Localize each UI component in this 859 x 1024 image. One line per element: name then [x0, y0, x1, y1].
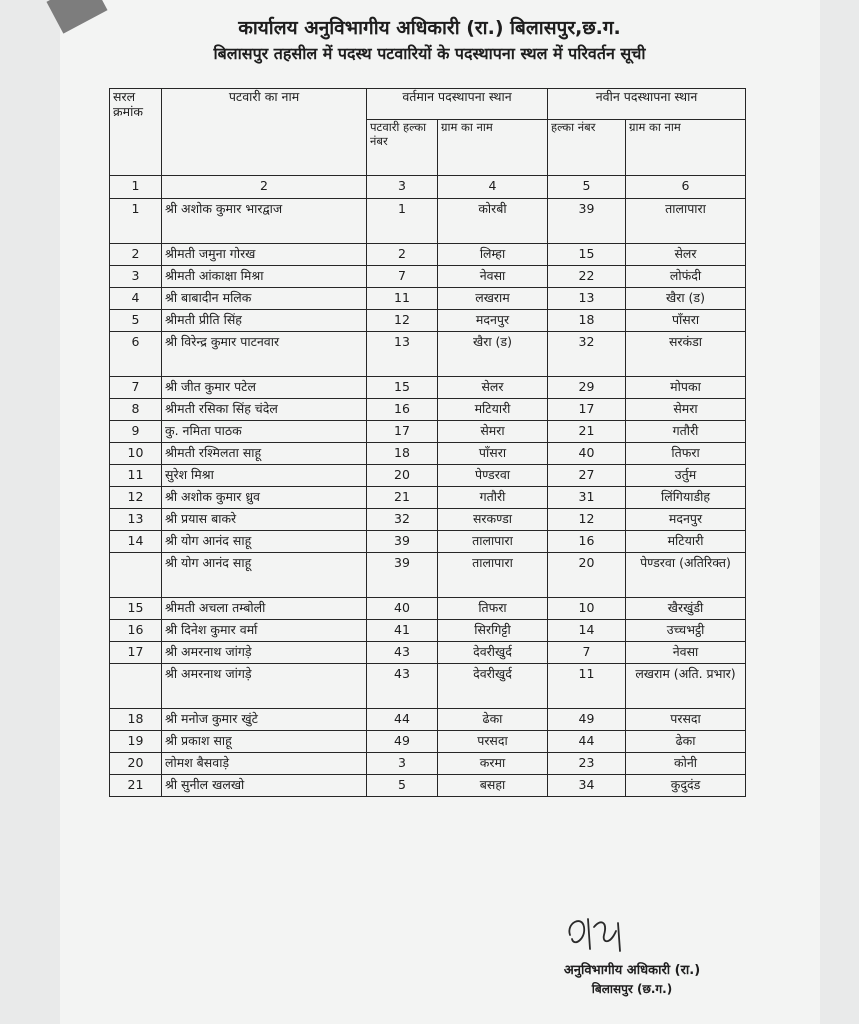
new-village-cell: मटियारी: [626, 531, 746, 553]
table-row: [110, 465, 746, 487]
current-halka-cell: 17: [367, 421, 438, 443]
current-halka-cell: 21: [367, 487, 438, 509]
current-village-cell: गतौरी: [438, 487, 548, 509]
new-halka-cell: 17: [548, 399, 626, 421]
current-village-cell: नेवसा: [438, 266, 548, 288]
current-halka-cell: 43: [367, 642, 438, 664]
document-subject: बिलासपुर तहसील में पदस्थ पटवारियों के पदस्थापना स्थल में परिवर्तन सूची: [213, 44, 646, 63]
table-row: [110, 598, 746, 620]
patwari-name-cell: श्री विरेन्द्र कुमार पाटनवार: [162, 332, 367, 377]
new-halka-cell: 44: [548, 731, 626, 753]
new-halka-cell: 39: [548, 199, 626, 244]
new-halka-cell: 11: [548, 664, 626, 709]
patwari-name-cell: श्री योग आनंद साहू: [162, 553, 367, 598]
serial-cell: 3: [110, 266, 162, 288]
current-village-cell: खैरा (ड): [438, 332, 548, 377]
serial-cell: 12: [110, 487, 162, 509]
new-village-cell: मोपका: [626, 377, 746, 399]
new-village-cell: परसदा: [626, 709, 746, 731]
serial-cell: 4: [110, 288, 162, 310]
new-village-cell: खैरखुंडी: [626, 598, 746, 620]
current-halka-cell: 49: [367, 731, 438, 753]
table-row: [110, 443, 746, 465]
current-halka-cell: 11: [367, 288, 438, 310]
serial-cell: 17: [110, 642, 162, 664]
table-row: [110, 753, 746, 775]
serial-cell: 16: [110, 620, 162, 642]
new-village-cell: पेण्डरवा (अतिरिक्त): [626, 553, 746, 598]
current-halka-cell: 2: [367, 244, 438, 266]
handwritten-signature: [560, 905, 630, 960]
patwari-name-cell: श्री सुनील खलखो: [162, 775, 367, 797]
new-halka-cell: 49: [548, 709, 626, 731]
current-halka-cell: 40: [367, 598, 438, 620]
current-village-cell: ढेका: [438, 709, 548, 731]
column-number: 4: [438, 176, 548, 199]
serial-cell: [110, 664, 162, 709]
serial-cell: 14: [110, 531, 162, 553]
current-village-cell: तालापारा: [438, 531, 548, 553]
new-halka-cell: 40: [548, 443, 626, 465]
new-halka-cell: 14: [548, 620, 626, 642]
current-halka-cell: 39: [367, 553, 438, 598]
serial-cell: 19: [110, 731, 162, 753]
signatory-place: बिलासपुर (छ.ग.): [591, 982, 673, 996]
new-village-cell: सेमरा: [626, 399, 746, 421]
current-village-cell: मटियारी: [438, 399, 548, 421]
patwari-name-cell: श्री दिनेश कुमार वर्मा: [162, 620, 367, 642]
current-village-cell: बसहा: [438, 775, 548, 797]
current-village-cell: तालापारा: [438, 553, 548, 598]
transfer-list-table: [109, 88, 746, 797]
serial-cell: 11: [110, 465, 162, 487]
current-halka-cell: 39: [367, 531, 438, 553]
current-village-cell: सेलर: [438, 377, 548, 399]
new-halka-cell: 31: [548, 487, 626, 509]
serial-cell: 1: [110, 199, 162, 244]
new-halka-cell: 21: [548, 421, 626, 443]
current-village-cell: देवरीखुर्द: [438, 664, 548, 709]
new-village-cell: खैरा (ड): [626, 288, 746, 310]
header-current-village: ग्राम का नाम: [438, 120, 548, 176]
patwari-name-cell: श्री जीत कुमार पटेल: [162, 377, 367, 399]
patwari-name-cell: श्री बाबादीन मलिक: [162, 288, 367, 310]
header-name: पटवारी का नाम: [162, 89, 367, 176]
current-halka-cell: 7: [367, 266, 438, 288]
current-halka-cell: 18: [367, 443, 438, 465]
serial-cell: 2: [110, 244, 162, 266]
new-halka-cell: 10: [548, 598, 626, 620]
patwari-name-cell: श्रीमती आंकाक्षा मिश्रा: [162, 266, 367, 288]
header-current-halka: पटवारी हल्का नंबर: [367, 120, 438, 176]
new-halka-cell: 13: [548, 288, 626, 310]
new-village-cell: सरकंडा: [626, 332, 746, 377]
new-village-cell: गतौरी: [626, 421, 746, 443]
table-row: [110, 487, 746, 509]
new-halka-cell: 22: [548, 266, 626, 288]
current-halka-cell: 44: [367, 709, 438, 731]
new-village-cell: सेलर: [626, 244, 746, 266]
patwari-name-cell: श्री मनोज कुमार खुंटे: [162, 709, 367, 731]
signatory-designation: अनुविभागीय अधिकारी (रा.): [563, 963, 701, 978]
current-halka-cell: 13: [367, 332, 438, 377]
new-village-cell: लखराम (अति. प्रभार): [626, 664, 746, 709]
new-village-cell: तिफरा: [626, 443, 746, 465]
table-row: [110, 332, 746, 377]
serial-cell: 8: [110, 399, 162, 421]
serial-cell: 5: [110, 310, 162, 332]
patwari-name-cell: श्रीमती जमुना गोरख: [162, 244, 367, 266]
current-village-cell: सेमरा: [438, 421, 548, 443]
new-village-cell: उच्चभट्ठी: [626, 620, 746, 642]
current-village-cell: लखराम: [438, 288, 548, 310]
new-village-cell: लोफंदी: [626, 266, 746, 288]
table-row: [110, 310, 746, 332]
current-halka-cell: 5: [367, 775, 438, 797]
current-halka-cell: 12: [367, 310, 438, 332]
serial-cell: 13: [110, 509, 162, 531]
patwari-name-cell: श्रीमती अचला तम्बोली: [162, 598, 367, 620]
current-halka-cell: 20: [367, 465, 438, 487]
patwari-name-cell: श्री अशोक कुमार ध्रुव: [162, 487, 367, 509]
new-village-cell: उर्तुम: [626, 465, 746, 487]
new-halka-cell: 15: [548, 244, 626, 266]
new-village-cell: तालापारा: [626, 199, 746, 244]
patwari-name-cell: श्री अमरनाथ जांगड़े: [162, 664, 367, 709]
current-village-cell: सरकण्डा: [438, 509, 548, 531]
patwari-name-cell: श्रीमती रश्मिलता साहू: [162, 443, 367, 465]
serial-cell: 10: [110, 443, 162, 465]
table-row: [110, 642, 746, 664]
table-row: [110, 664, 746, 709]
current-village-cell: तिफरा: [438, 598, 548, 620]
table-row: [110, 709, 746, 731]
current-village-cell: मदनपुर: [438, 310, 548, 332]
new-halka-cell: 20: [548, 553, 626, 598]
table-row: [110, 399, 746, 421]
current-halka-cell: 32: [367, 509, 438, 531]
table-row: [110, 731, 746, 753]
current-halka-cell: 3: [367, 753, 438, 775]
table-row: [110, 244, 746, 266]
serial-cell: 20: [110, 753, 162, 775]
column-number: 1: [110, 176, 162, 199]
current-halka-cell: 1: [367, 199, 438, 244]
header-serial: सरल क्रमांक: [110, 89, 162, 176]
current-halka-cell: 41: [367, 620, 438, 642]
new-halka-cell: 29: [548, 377, 626, 399]
header-new-village: ग्राम का नाम: [626, 120, 746, 176]
table-row: [110, 288, 746, 310]
table-row: [110, 620, 746, 642]
new-halka-cell: 7: [548, 642, 626, 664]
table-row: [110, 553, 746, 598]
new-halka-cell: 32: [548, 332, 626, 377]
table-row: [110, 509, 746, 531]
current-halka-cell: 15: [367, 377, 438, 399]
serial-cell: [110, 553, 162, 598]
table-row: [110, 775, 746, 797]
column-number: 2: [162, 176, 367, 199]
table-row: [110, 531, 746, 553]
table-row: [110, 199, 746, 244]
current-village-cell: सिरगिट्टी: [438, 620, 548, 642]
new-halka-cell: 16: [548, 531, 626, 553]
header-new-halka: हल्का नंबर: [548, 120, 626, 176]
patwari-name-cell: श्री प्रयास बाकरे: [162, 509, 367, 531]
new-halka-cell: 34: [548, 775, 626, 797]
patwari-name-cell: श्रीमती रसिका सिंह चंदेल: [162, 399, 367, 421]
current-village-cell: कोरबी: [438, 199, 548, 244]
serial-cell: 6: [110, 332, 162, 377]
table-row: [110, 266, 746, 288]
serial-cell: 9: [110, 421, 162, 443]
patwari-name-cell: श्री अमरनाथ जांगड़े: [162, 642, 367, 664]
current-halka-cell: 16: [367, 399, 438, 421]
current-village-cell: करमा: [438, 753, 548, 775]
current-village-cell: लिम्हा: [438, 244, 548, 266]
table-row: [110, 421, 746, 443]
patwari-name-cell: लोमश बैसवाड़े: [162, 753, 367, 775]
column-number: 6: [626, 176, 746, 199]
current-village-cell: देवरीखुर्द: [438, 642, 548, 664]
new-village-cell: लिंगियाडीह: [626, 487, 746, 509]
current-halka-cell: 43: [367, 664, 438, 709]
new-village-cell: कोनी: [626, 753, 746, 775]
new-village-cell: मदनपुर: [626, 509, 746, 531]
new-village-cell: पाँसरा: [626, 310, 746, 332]
patwari-name-cell: श्री अशोक कुमार भारद्वाज: [162, 199, 367, 244]
patwari-name-cell: श्री योग आनंद साहू: [162, 531, 367, 553]
current-village-cell: पेण्डरवा: [438, 465, 548, 487]
new-village-cell: कुदुदंड: [626, 775, 746, 797]
serial-cell: 18: [110, 709, 162, 731]
current-village-cell: पाँसरा: [438, 443, 548, 465]
new-halka-cell: 18: [548, 310, 626, 332]
header-current-posting: वर्तमान पदस्थापना स्थान: [367, 89, 548, 120]
new-halka-cell: 27: [548, 465, 626, 487]
patwari-name-cell: सुरेश मिश्रा: [162, 465, 367, 487]
new-village-cell: नेवसा: [626, 642, 746, 664]
office-title: कार्यालय अनुविभागीय अधिकारी (रा.) बिलासपुर,छ.ग.: [238, 17, 621, 39]
serial-cell: 21: [110, 775, 162, 797]
column-number: 5: [548, 176, 626, 199]
patwari-name-cell: कु. नमिता पाठक: [162, 421, 367, 443]
patwari-name-cell: श्रीमती प्रीति सिंह: [162, 310, 367, 332]
serial-cell: 15: [110, 598, 162, 620]
table-row: [110, 377, 746, 399]
patwari-name-cell: श्री प्रकाश साहू: [162, 731, 367, 753]
new-halka-cell: 23: [548, 753, 626, 775]
new-village-cell: ढेका: [626, 731, 746, 753]
column-number: 3: [367, 176, 438, 199]
header-new-posting: नवीन पदस्थापना स्थान: [548, 89, 746, 120]
current-village-cell: परसदा: [438, 731, 548, 753]
new-halka-cell: 12: [548, 509, 626, 531]
serial-cell: 7: [110, 377, 162, 399]
